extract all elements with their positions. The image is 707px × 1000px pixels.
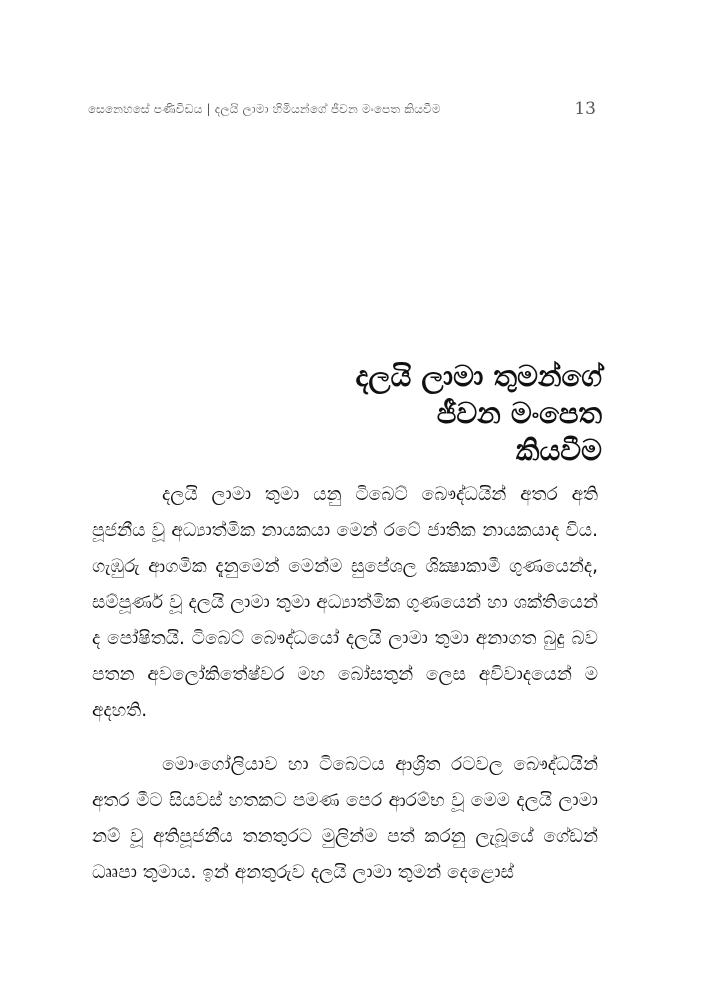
chapter-title xyxy=(355,358,602,469)
chapter-title-line: කියවීම xyxy=(515,433,602,467)
chapter-title-line: දලයි ලාමා තුමන්ගේ xyxy=(355,359,602,393)
chapter-title-line: ජීවන මංපෙත xyxy=(436,396,602,430)
page-number: 13 xyxy=(574,99,596,119)
paragraph: මොංගෝලියාව හා ටිබෙටය ආශ්‍රිත රටවල බෞද්ධයින් අතර මීට සියවස් හතකට පමණ පෙර ආරම්භ වූ මෙම දලයි ලාමා නම් වූ අතිපූජනීය තනතුරට මුලින්ම පත් කරනු ලැබූයේ ගේඩන් ධ්‍රූපා තුමාය. ඉන් අනතුරුව දලයි ලාමා තුමන් දෙළොස් xyxy=(92,754,598,883)
body-text xyxy=(92,477,598,909)
running-title: සෙනෙහසේ පණිවිඩය | දලයි ලාමා හිමියන්ගේ ජීවන මංපෙත කියවීම xyxy=(88,101,441,116)
paragraph: දලයි ලාමා තුමා යනු ටිබෙට් බෞද්ධයින් අතර අති පූජනීය වූ අධ්‍යාත්මික නායකයා මෙන් රටේ ජාතික නායකයාද විය. ගැඹුරු ආගමික දැනුමෙන් මෙන්ම සුපේශල ශික්‍ෂාකාමී ගුණයෙන්ද, සම්පූර්ණ වූ දලයි ලාමා තුමා අධ්‍යාත්මික ගුණයෙන් හා ශක්තියෙන් ද පෝෂිතයි. ටිබෙට් බෞද්ධයෝ දලයි ලාමා තුමා අනාගත බුදු බව පතන අවලෝකිතේෂ්වර මහ බෝසතුන් ලෙස අවිවාදයෙන් ම අදහති. xyxy=(92,484,598,721)
running-header xyxy=(88,96,596,122)
